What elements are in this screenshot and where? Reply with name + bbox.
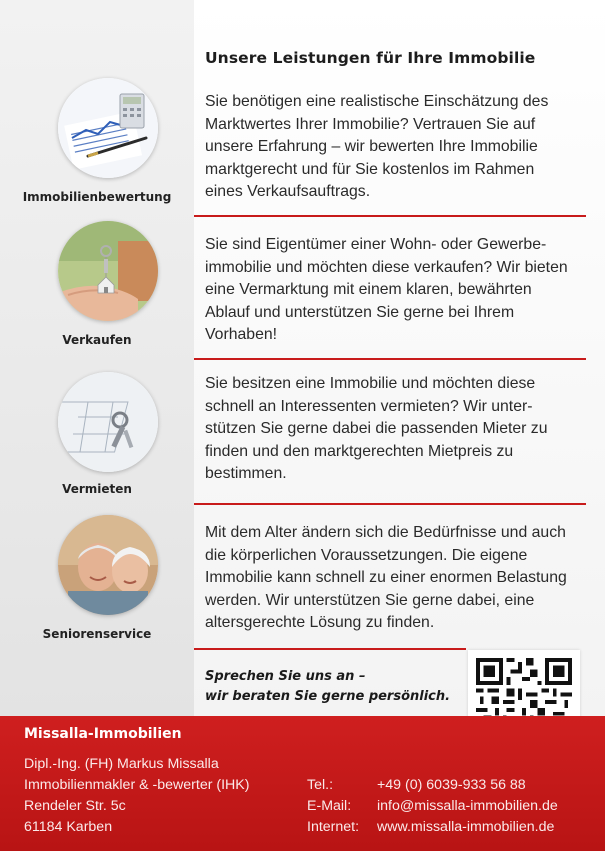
text-line: Marktwertes Ihrer Immobilie? Vertrauen Sie auf: [205, 115, 536, 133]
website-link[interactable]: www.missalla-immobilien.de: [377, 819, 555, 835]
text-line: bestimmen.: [205, 465, 287, 482]
text-line: altersgerechte Lösung zu finden.: [205, 614, 435, 631]
divider: [194, 648, 466, 650]
text-line: Vorhaben!: [205, 326, 278, 343]
email-link[interactable]: info@missalla-immobilien.de: [377, 798, 558, 814]
text-line: die körperlichen Voraussetzungen. Die eigene: [205, 546, 528, 564]
text-line: eines Verkaufsauftrags.: [205, 183, 371, 200]
phone-link[interactable]: +49 (0) 6039-933 56 88: [377, 777, 526, 793]
text-line: eine Vermarktung mit einem klaren, bewährten: [205, 281, 532, 298]
service-label-sell: Verkaufen: [62, 333, 132, 347]
keys-floorplan-photo-icon: [58, 372, 158, 472]
contact-label: E-Mail:: [307, 798, 352, 814]
service-text-senior: [205, 522, 580, 635]
text-line: finden und den marktgerechten Mietpreis zu: [205, 442, 514, 460]
text-line: Sie besitzen eine Immobilie und möchten diese: [205, 375, 536, 392]
text-line: immobilie und möchten diese verkaufen? Wir bieten: [205, 258, 568, 276]
address-line: Immobilienmakler & -bewerter (IHK): [24, 777, 250, 793]
senior-couple-photo-icon: [58, 515, 158, 615]
address-line: 61184 Karben: [24, 819, 113, 835]
contact-web: [307, 817, 558, 838]
address-block: [24, 754, 249, 838]
cta-line: wir beraten Sie gerne persönlich.: [205, 689, 451, 704]
service-label-valuation: Immobilienbewertung: [22, 190, 172, 204]
text-line: Sie sind Eigentümer einer Wohn- oder Gewerbe-: [205, 236, 547, 253]
service-text-valuation: [205, 91, 580, 204]
service-label-senior: Seniorenservice: [42, 627, 152, 641]
call-to-action: [205, 667, 475, 707]
address-line: Dipl.-Ing. (FH) Markus Missalla: [24, 756, 219, 772]
text-line: schnell an Interessenten vermieten? Wir unter-: [205, 397, 533, 415]
divider: [194, 215, 586, 217]
house-keys-hand-photo-icon: [58, 221, 158, 321]
address-line: Rendeler Str. 5c: [24, 798, 126, 814]
page-title: Unsere Leistungen für Ihre Immobilie: [205, 49, 536, 67]
text-line: Immobilie kann schnell zu einer enormen Belastung: [205, 569, 567, 586]
service-text-sell: [205, 234, 580, 347]
contact-block: [307, 775, 558, 838]
divider: [194, 358, 586, 360]
divider: [194, 503, 586, 505]
cta-line: Sprechen Sie uns an –: [205, 669, 366, 684]
text-line: Mit dem Alter ändern sich die Bedürfnisse und auch: [205, 524, 566, 541]
company-name: Missalla-Immobilien: [24, 726, 182, 742]
contact-label: Internet:: [307, 819, 360, 835]
text-line: marktgerecht und für Sie kostenlos im Rahmen: [205, 160, 535, 178]
text-line: Ablauf und unterstützen Sie gerne bei Ihrem: [205, 303, 515, 321]
valuation-photo-icon: [58, 78, 158, 178]
service-text-rent: [205, 373, 580, 486]
text-line: werden. Wir unterstützen Sie gerne dabei, eine: [205, 591, 535, 609]
contact-email: [307, 796, 558, 817]
footer: [0, 716, 605, 851]
service-label-rent: Vermieten: [62, 482, 132, 496]
contact-label: Tel.:: [307, 777, 334, 793]
text-line: Sie benötigen eine realistische Einschätzung des: [205, 93, 549, 110]
text-line: unsere Erfahrung – wir bewerten Ihre Immobilie: [205, 138, 538, 155]
text-line: stützen Sie gerne dabei die passenden Mieter zu: [205, 420, 548, 437]
contact-phone: [307, 775, 558, 796]
